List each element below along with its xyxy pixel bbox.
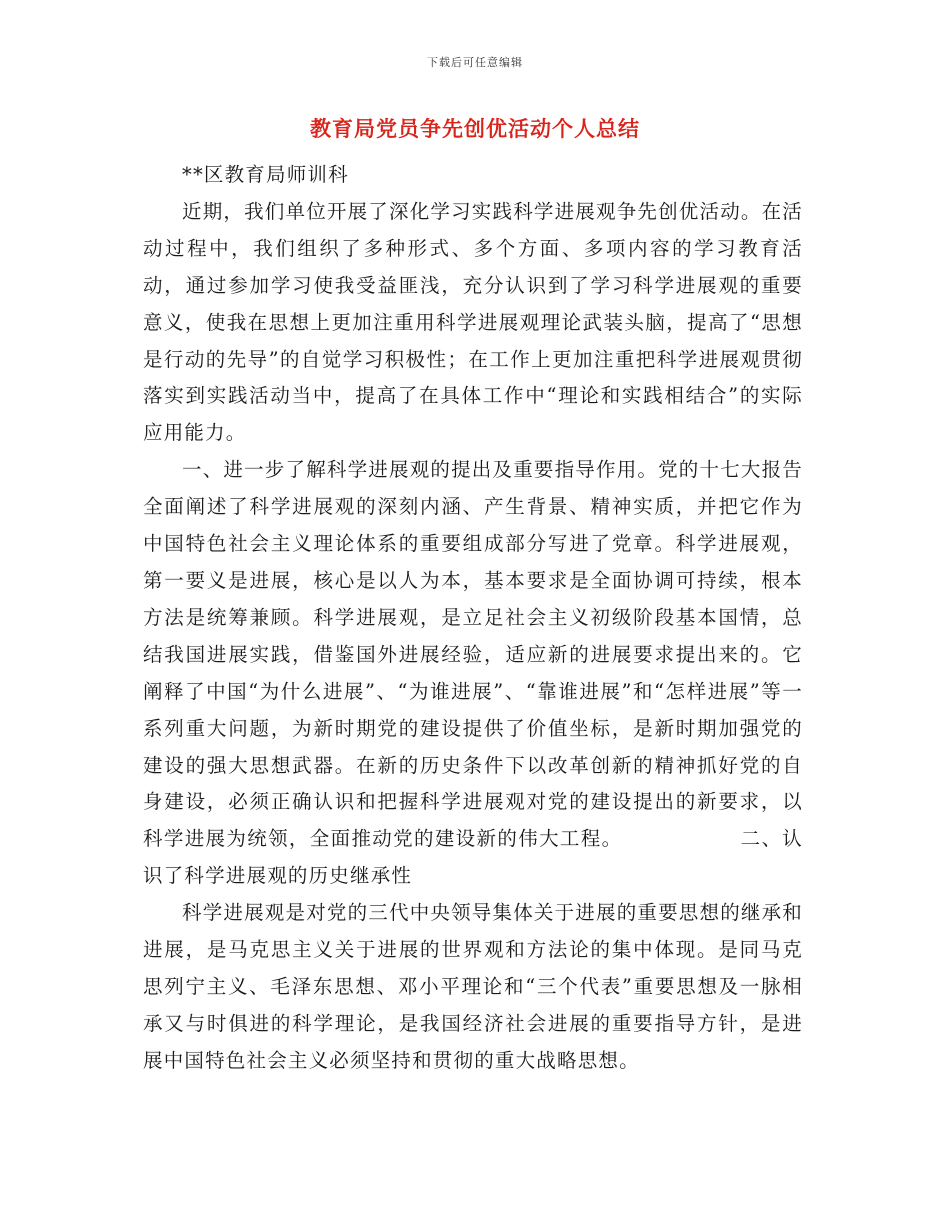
paragraph-section-two: 科学进展观是对党的三代中央领导集体关于进展的重要思想的继承和进展，是马克思主义关于进展的世界观和方法论的集中体现。是同马克思列宁主义、毛泽东思想、邓小平理论和“三个代表”重要思想及一脉相承又与时俱进的科学理论，是我国经济社会进展的重要指导方针，是进展中国特色社会主义必须坚持和贯彻的重大战略思想。	[143, 901, 804, 1072]
header-note: 下载后可任意编辑	[427, 56, 523, 69]
paragraph-section-one	[143, 452, 803, 895]
paragraph-section-one-text: 一、进一步了解科学进展观的提出及重要指导作用。党的十七大报告全面阐述了科学进展观的深刻内涵、产生背景、精神实质，并把它作为中国特色社会主义理论体系的重要组成部分写进了党章。科学进展观，第一要义是进展，核心是以人为本，基本要求是全面协调可持续，根本方法是统筹兼顾。科学进展观，是立足社会主义初级阶段基本国情，总结我国进展实践，借鉴国外进展经验，适应新的进展要求提出来的。它阐释了中国“为什么进展”、“为谁进展”、“靠谁进展”和“怎样进展”等一系列重大问题，为新时期党的建设提供了价值坐标，是新时期加强党的建设的强大思想武器。在新的历史条件下以改革创新的精神抓好党的自身建设，必须正确认识和把握科学进展观对党的建设提出的新要求，以科学进展为统领，全面推动党的建设新的伟大工程。	[143, 458, 804, 851]
document-title: 教育局党员争先创优活动个人总结	[310, 116, 640, 141]
document-body	[143, 157, 803, 1080]
department-line: **区教育局师训科	[182, 163, 349, 186]
paragraph-intro: 近期，我们单位开展了深化学习实践科学进展观争先创优活动。在活动过程中，我们组织了多种形式、多个方面、多项内容的学习教育活动，通过参加学习使我受益匪浅，充分认识到了学习科学进展观的重要意义，使我在思想上更加注重用科学进展观理论武装头脑，提高了“思想是行动的先导”的自觉学习积极性；在工作上更加注重把科学进展观贯彻落实到实践活动当中，提高了在具体工作中“理论和实践相结合”的实际应用能力。	[143, 199, 804, 445]
section-two-heading: 二、认识了科学进展观的历史继承性	[143, 827, 803, 888]
